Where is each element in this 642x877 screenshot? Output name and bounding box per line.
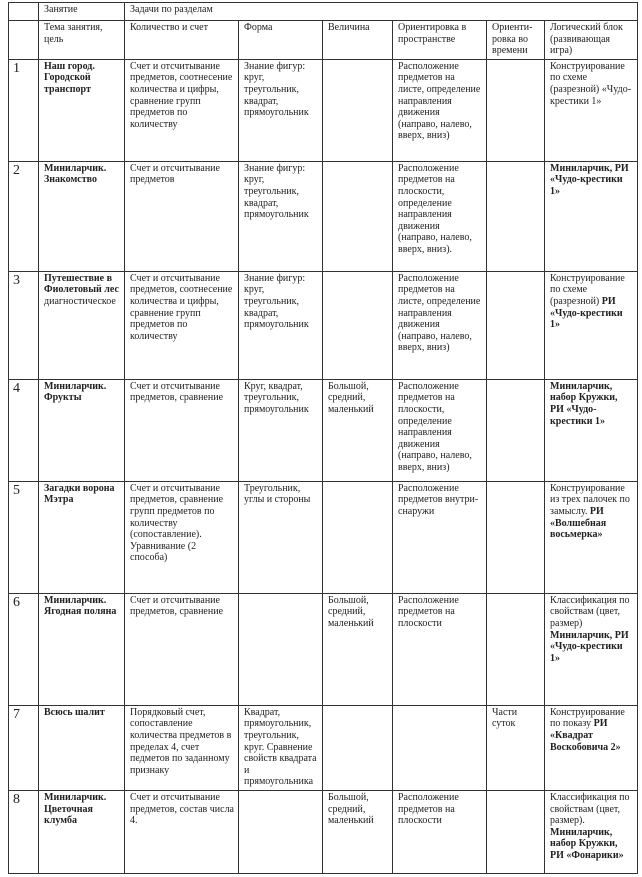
- header-empty: [9, 21, 39, 60]
- topic-title: Наш город. Городской транспорт: [44, 60, 95, 95]
- table-row: [9, 481, 638, 593]
- table-row: [9, 271, 638, 379]
- lesson-topic: [39, 379, 125, 481]
- topic-note: диагностическое: [44, 295, 116, 307]
- lesson-topic: [39, 593, 125, 705]
- lesson-plan-table: [8, 2, 638, 874]
- time-cell: [487, 379, 545, 481]
- space-cell: Расположение предметов на плоскости: [393, 593, 487, 705]
- size-cell: [323, 481, 393, 593]
- form-cell: Знание фигур: круг, треугольник, квадрат, прямоугольник: [239, 161, 323, 271]
- logic-text: Конструирование по показу: [550, 706, 625, 730]
- lesson-number: 1: [9, 59, 39, 161]
- logic-game: РИ «Волшебная восьмерка»: [550, 505, 607, 541]
- form-cell: Круг, квадрат, треугольник, прямоугольник: [239, 379, 323, 481]
- header-topic: Тема занятия, цель: [39, 21, 125, 60]
- lesson-number: 7: [9, 705, 39, 790]
- lesson-number: 8: [9, 790, 39, 873]
- time-cell: [487, 481, 545, 593]
- size-cell: [323, 161, 393, 271]
- table-row: [9, 790, 638, 873]
- header-form: Форма: [239, 21, 323, 60]
- count-cell: Счет и отсчитывание предметов, сравнение: [125, 593, 239, 705]
- count-cell: Счет и отсчитывание предметов: [125, 161, 239, 271]
- header-count: Количество и счет: [125, 21, 239, 60]
- table-row: [9, 59, 638, 161]
- space-cell: Расположение предметов на плоскости: [393, 790, 487, 873]
- topic-title: Загадки ворона Мэтра: [44, 482, 115, 506]
- size-cell: [323, 59, 393, 161]
- form-cell: Знание фигур: круг, треугольник, квадрат, прямоугольник: [239, 271, 323, 379]
- header-row-1: [9, 3, 638, 21]
- lesson-topic: [39, 271, 125, 379]
- logic-cell: [545, 59, 638, 161]
- space-cell: Расположение предметов внутри-снаружи: [393, 481, 487, 593]
- header-empty: [9, 3, 39, 21]
- logic-game: Миниларчик, РИ «Чудо-крестики 1»: [550, 629, 629, 664]
- logic-text: Классификация по свойствам (цвет, размер).: [550, 791, 630, 827]
- lesson-topic: [39, 59, 125, 161]
- logic-game: РИ «Квадрат Воскобовича 2»: [550, 718, 621, 753]
- count-cell: Счет и отсчитывание предметов, соотнесение количества и цифры, сравнение групп предметов по количеству: [125, 271, 239, 379]
- form-cell: Квадрат, прямоугольник, треугольник, круг. Сравнение свойств квадрата и прямоугольника: [239, 705, 323, 790]
- time-cell: [487, 59, 545, 161]
- table-row: [9, 379, 638, 481]
- size-cell: Большой, средний, маленький: [323, 379, 393, 481]
- form-cell: [239, 790, 323, 873]
- table-row: [9, 705, 638, 790]
- size-cell: [323, 271, 393, 379]
- space-cell: [393, 705, 487, 790]
- topic-title: Миниларчик. Цветочная клумба: [44, 791, 107, 827]
- space-cell: Расположение предметов на листе, определение направления движения (направо, налево, вверх, вниз): [393, 59, 487, 161]
- topic-title: Миниларчик. Ягодная поляна: [44, 594, 117, 618]
- header-size: Величина: [323, 21, 393, 60]
- logic-text: Конструирование по схеме (разрезной) «Чудо-крестики 1»: [550, 60, 632, 107]
- logic-game: Миниларчик, РИ «Чудо-крестики 1»: [550, 162, 629, 197]
- count-cell: Счет и отсчитывание предметов, соотнесение количества и цифры, сравнение групп предметов по количеству: [125, 59, 239, 161]
- space-cell: Расположение предметов на плоскости, определение направления движения (направо, налево, вверх, вниз).: [393, 161, 487, 271]
- header-lesson: Занятие: [39, 3, 125, 21]
- topic-title: Миниларчик. Знакомство: [44, 162, 107, 186]
- lesson-number: 5: [9, 481, 39, 593]
- logic-text: Конструирование по схеме (разрезной): [550, 272, 625, 307]
- logic-game: РИ «Чудо-крестики 1»: [550, 295, 623, 331]
- count-cell: Порядковый счет, сопоставление количества предметов в пределах 4, счет педметов по заданному признаку: [125, 705, 239, 790]
- logic-game: Миниларчик, набор Кружки, РИ «Чудо-крестики 1»: [550, 380, 618, 427]
- size-cell: [323, 705, 393, 790]
- logic-cell: [545, 481, 638, 593]
- count-cell: Счет и отсчитывание предметов, сравнение: [125, 379, 239, 481]
- time-cell: [487, 593, 545, 705]
- table-row: [9, 161, 638, 271]
- logic-text: Классификация по свойствам (цвет, размер): [550, 594, 630, 629]
- lesson-number: 6: [9, 593, 39, 705]
- time-cell: [487, 790, 545, 873]
- form-cell: [239, 593, 323, 705]
- count-cell: Счет и отсчитывание предметов, состав числа 4.: [125, 790, 239, 873]
- space-cell: Расположение предметов на плоскости, определение направления движения (направо, налево, вверх, вниз): [393, 379, 487, 481]
- header-time: Ориенти-ровка во времени: [487, 21, 545, 60]
- logic-text: Конструирование из трех палочек по замыслу.: [550, 482, 630, 517]
- lesson-number: 2: [9, 161, 39, 271]
- logic-cell: [545, 379, 638, 481]
- logic-cell: [545, 790, 638, 873]
- table-row: [9, 593, 638, 705]
- time-cell: Части суток: [487, 705, 545, 790]
- topic-title: Миниларчик. Фрукты: [44, 380, 107, 404]
- logic-cell: [545, 705, 638, 790]
- logic-cell: [545, 161, 638, 271]
- logic-cell: [545, 271, 638, 379]
- lesson-topic: [39, 705, 125, 790]
- time-cell: [487, 161, 545, 271]
- form-cell: Треугольник, углы и стороны: [239, 481, 323, 593]
- size-cell: Большой, средний, маленький: [323, 790, 393, 873]
- header-tasks: Задачи по разделам: [125, 3, 638, 21]
- logic-cell: [545, 593, 638, 705]
- lesson-topic: [39, 161, 125, 271]
- space-cell: Расположение предметов на листе, определение направления движения (направо, налево, вверх, вниз): [393, 271, 487, 379]
- lesson-topic: [39, 790, 125, 873]
- header-space: Ориентировка в пространстве: [393, 21, 487, 60]
- form-cell: Знание фигур: круг, треугольник, квадрат, прямоугольник: [239, 59, 323, 161]
- size-cell: Большой, средний, маленький: [323, 593, 393, 705]
- topic-title: Всюсь шалит: [44, 706, 105, 718]
- lesson-number: 3: [9, 271, 39, 379]
- topic-title: Путешествие в Фиолетовый лес: [44, 272, 119, 296]
- header-row-2: [9, 21, 638, 60]
- count-cell: Счет и отсчитывание предметов, сравнение групп предметов по количеству (сопоставление). Уравнивание (2 способа): [125, 481, 239, 593]
- lesson-topic: [39, 481, 125, 593]
- time-cell: [487, 271, 545, 379]
- logic-game: Миниларчик, набор Кружки, РИ «Фонарики»: [550, 826, 624, 861]
- lesson-number: 4: [9, 379, 39, 481]
- header-logic: Логический блок (развивающая игра): [545, 21, 638, 60]
